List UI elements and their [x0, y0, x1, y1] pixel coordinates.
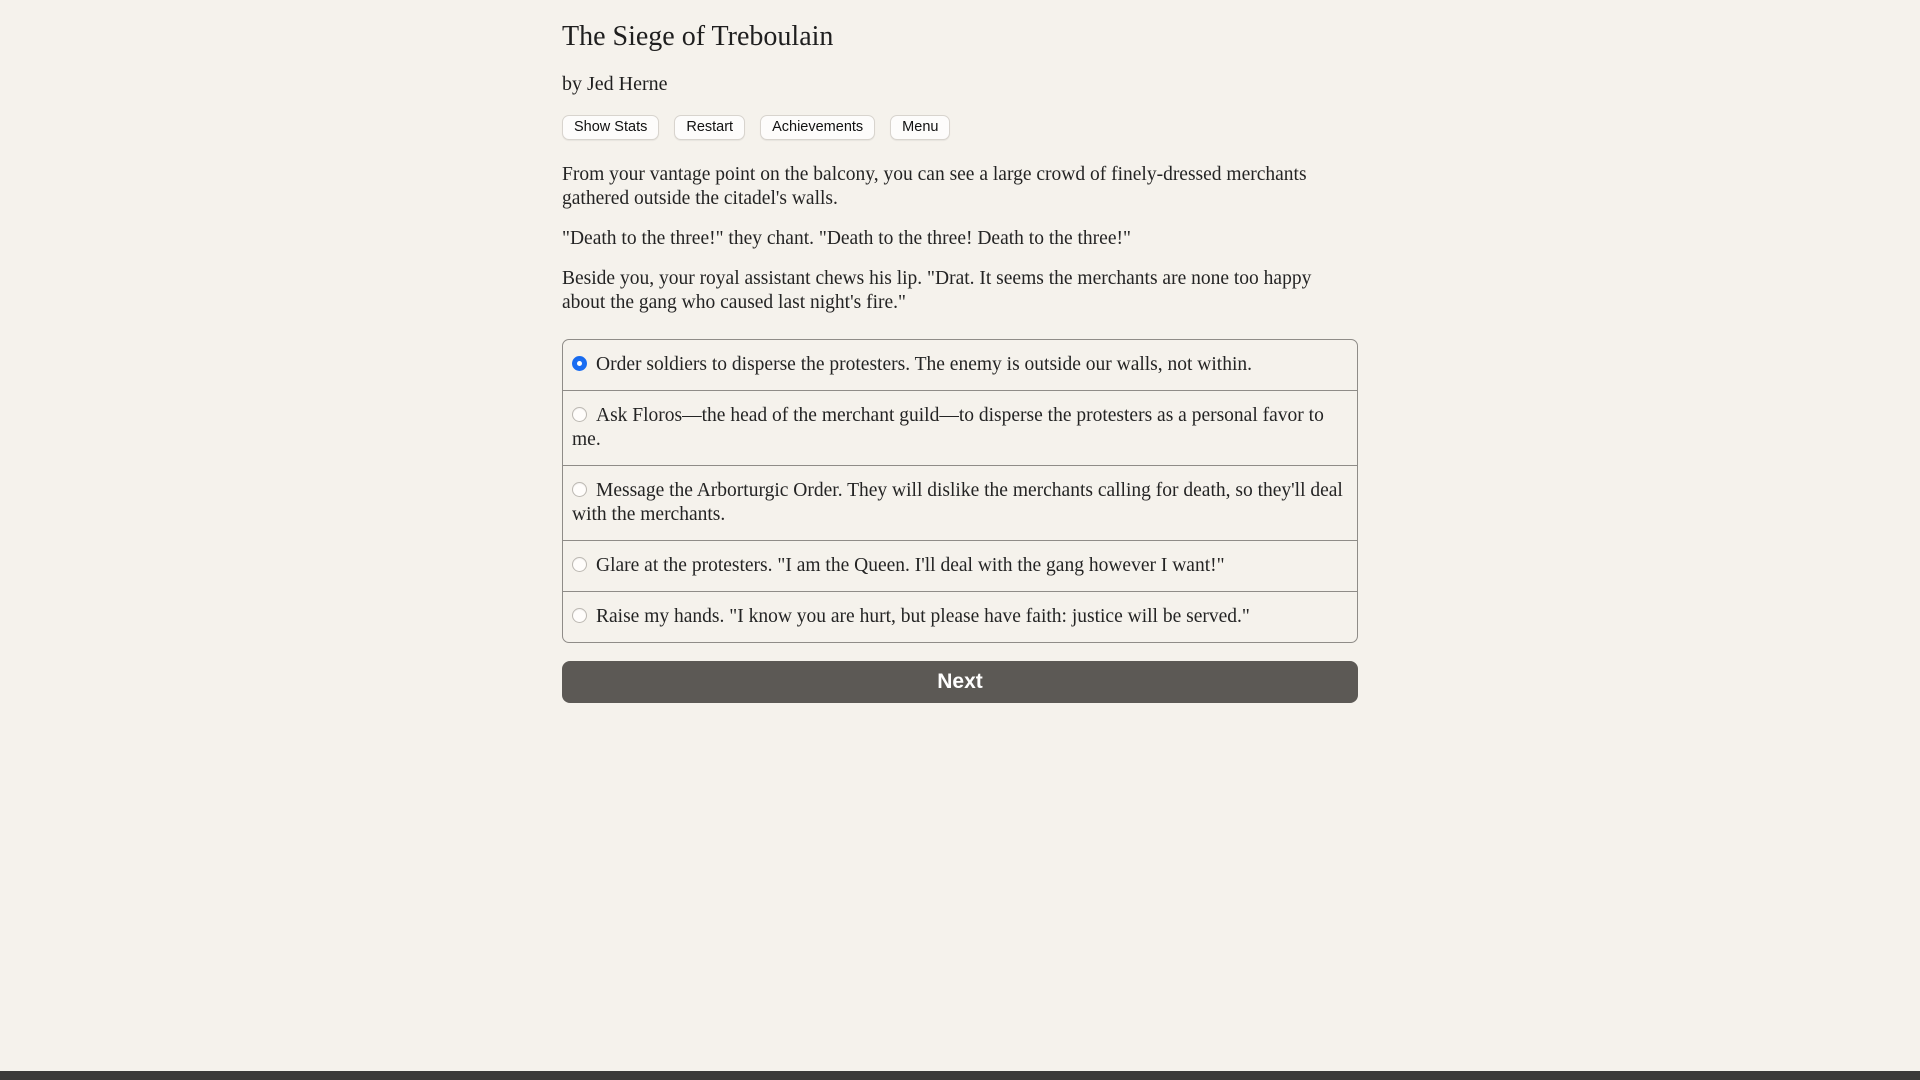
choice-label: Message the Arborturgic Order. They will dislike the merchants calling for death, so they'll deal with the merchants.: [572, 480, 1343, 525]
radio-button[interactable]: [572, 407, 587, 422]
choice-option-2[interactable]: [563, 391, 1357, 466]
achievements-button[interactable]: Achievements: [760, 115, 875, 140]
story-paragraph: Beside you, your royal assistant chews his lip. "Drat. It seems the merchants are none too happy about the gang who caused last night's fire.": [562, 268, 1312, 313]
choice-option-3[interactable]: [563, 466, 1357, 541]
radio-button[interactable]: [572, 482, 587, 497]
radio-button[interactable]: [572, 356, 587, 371]
page-title: The Siege of Treboulain: [562, 21, 834, 52]
menu-button[interactable]: Menu: [890, 115, 950, 140]
choice-option-4[interactable]: [563, 541, 1357, 592]
radio-button[interactable]: [572, 557, 587, 572]
author-byline: by Jed Herne: [562, 73, 668, 95]
choice-option-1[interactable]: [563, 340, 1357, 391]
next-button[interactable]: Next: [562, 661, 1358, 703]
choice-option-5[interactable]: [563, 592, 1357, 642]
story-paragraph: From your vantage point on the balcony, you can see a large crowd of finely-dressed merchants gathered outside the citadel's walls.: [562, 164, 1307, 209]
story-text: [562, 163, 1358, 315]
choice-label: Raise my hands. "I know you are hurt, but please have faith: justice will be served.": [596, 606, 1250, 627]
story-paragraph: "Death to the three!" they chant. "Death to the three! Death to the three!": [562, 228, 1131, 249]
choice-label: Glare at the protesters. "I am the Queen. I'll deal with the gang however I want!": [596, 555, 1225, 576]
restart-button[interactable]: Restart: [674, 115, 745, 140]
choice-list: [562, 339, 1358, 643]
bottom-window-edge: [0, 1071, 1920, 1080]
radio-button[interactable]: [572, 608, 587, 623]
choice-label: Order soldiers to disperse the protesters. The enemy is outside our walls, not within.: [596, 354, 1253, 375]
show-stats-button[interactable]: Show Stats: [562, 115, 659, 140]
game-content: [562, 0, 1358, 703]
choice-label: Ask Floros—the head of the merchant guild—to disperse the protesters as a personal favor to me.: [572, 405, 1324, 450]
toolbar: [562, 115, 1358, 140]
